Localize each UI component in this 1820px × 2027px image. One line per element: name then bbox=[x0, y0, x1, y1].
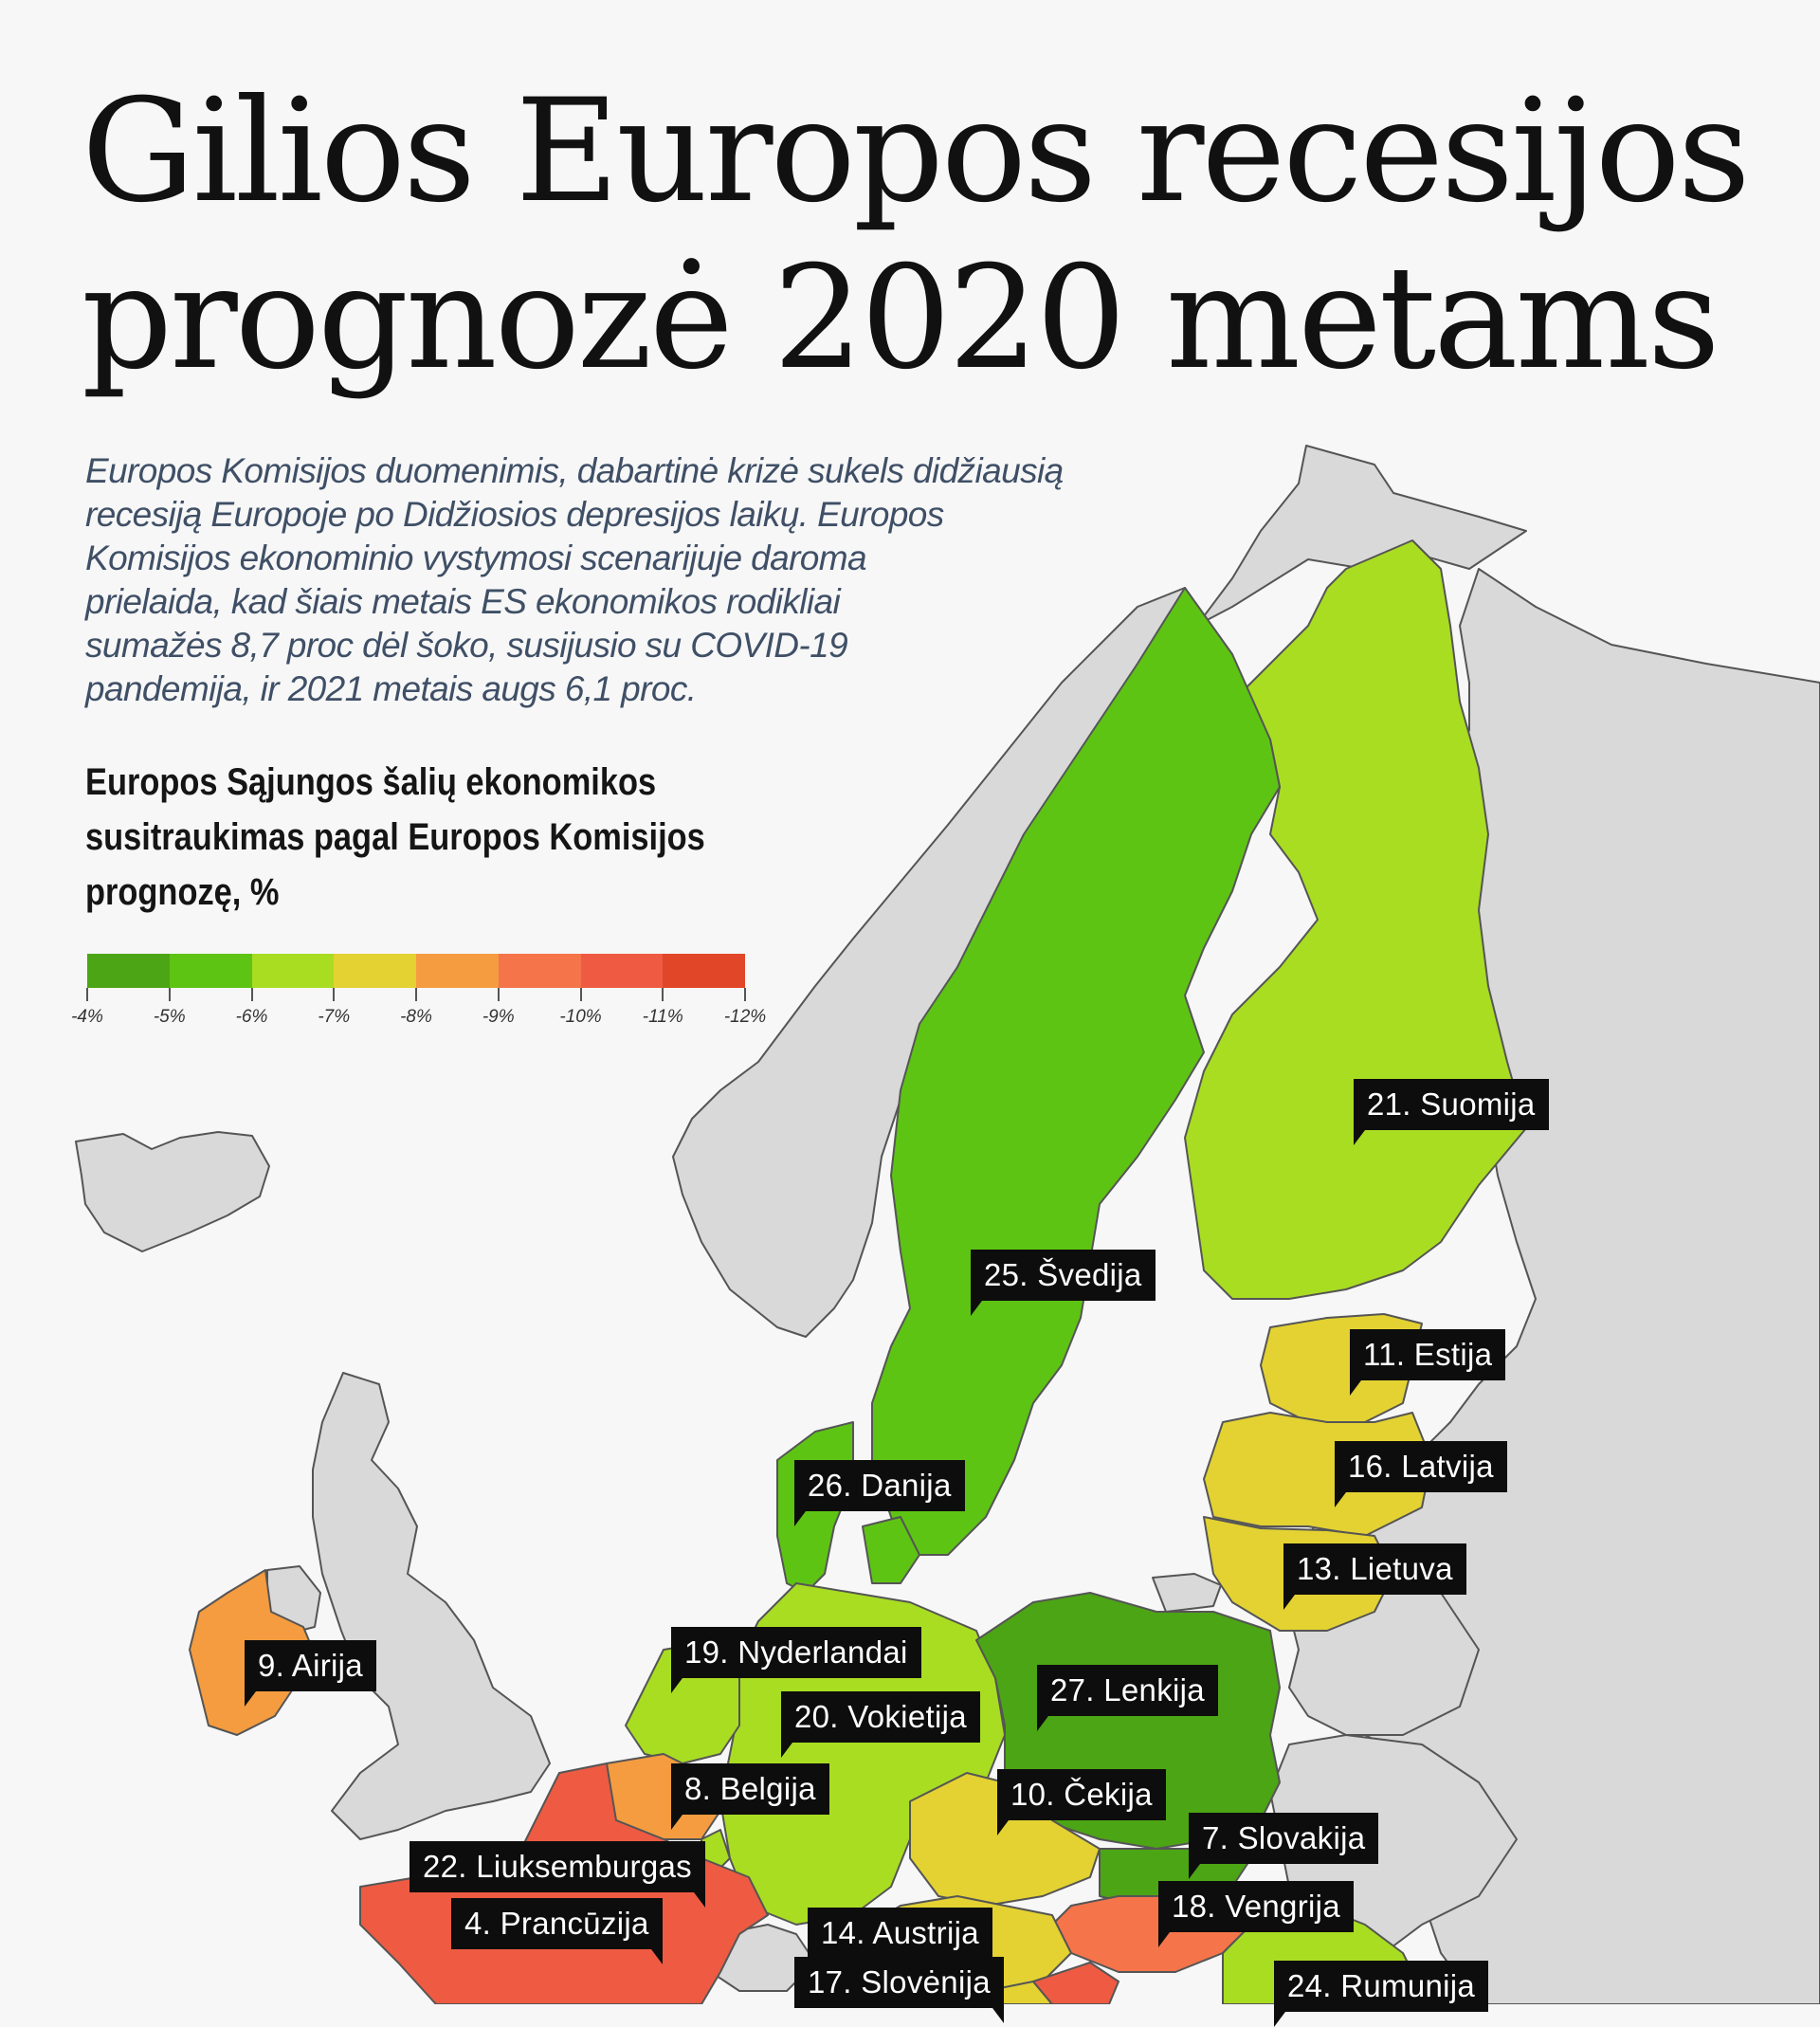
legend-ticks bbox=[71, 988, 767, 1045]
legend-tick-label: -11% bbox=[642, 1007, 683, 1027]
label-slovenija: 17. Slovėnija bbox=[794, 1957, 1004, 2008]
intro-line: Komisijos ekonominio vystymosi scenarijuje daroma bbox=[85, 539, 866, 577]
iceland-shape bbox=[76, 1132, 269, 1251]
intro-line: sumažės 8,7 proc dėl šoko, susijusio su COVID-19 bbox=[85, 626, 848, 665]
label-estija: 11. Estija bbox=[1350, 1329, 1505, 1380]
legend-swatch bbox=[87, 954, 170, 988]
intro-text bbox=[85, 449, 1128, 711]
label-latvija: 16. Latvija bbox=[1335, 1441, 1507, 1492]
legend-swatch bbox=[581, 954, 664, 988]
label-lenkija: 27. Lenkija bbox=[1037, 1665, 1218, 1716]
label-lietuva: 13. Lietuva bbox=[1283, 1543, 1466, 1595]
legend-tick-mark bbox=[86, 988, 88, 1001]
label-danija: 26. Danija bbox=[794, 1460, 965, 1511]
kaliningrad-shape bbox=[1153, 1574, 1221, 1612]
label-rumunija: 24. Rumunija bbox=[1274, 1961, 1488, 2012]
page-title bbox=[82, 68, 1748, 402]
legend-tick-label: -12% bbox=[723, 1007, 767, 1027]
label-slovakija: 7. Slovakija bbox=[1189, 1813, 1378, 1864]
color-legend bbox=[71, 954, 767, 1045]
label-suomija: 21. Suomija bbox=[1354, 1079, 1549, 1130]
title-line: Gilios Europos recesijos bbox=[82, 69, 1748, 234]
intro-line: Europos Komisijos duomenimis, dabartinė krizė sukels didžiausią bbox=[85, 451, 1064, 490]
legend-tick-mark bbox=[333, 988, 335, 1001]
label-austrija: 14. Austrija bbox=[808, 1908, 992, 1959]
legend-tick-mark bbox=[415, 988, 417, 1001]
uk-shape bbox=[313, 1373, 550, 1839]
label-belgija: 8. Belgija bbox=[671, 1763, 829, 1815]
label-cekija: 10. Čekija bbox=[997, 1769, 1166, 1820]
legend-tick-label: -9% bbox=[482, 1007, 515, 1027]
title-line: prognozė 2020 metams bbox=[82, 236, 1718, 401]
legend-tick-mark bbox=[580, 988, 582, 1001]
intro-line: prielaida, kad šiais metais ES ekonomikos rodikliai bbox=[85, 582, 841, 621]
legend-title bbox=[85, 755, 705, 920]
legend-tick-mark bbox=[662, 988, 664, 1001]
legend-tick-mark bbox=[744, 988, 746, 1001]
legend-tick-mark bbox=[251, 988, 253, 1001]
label-vengrija: 18. Vengrija bbox=[1158, 1881, 1354, 1932]
legend-swatch bbox=[334, 954, 416, 988]
legend-tick-label: -8% bbox=[400, 1007, 432, 1027]
label-liuksemburgas: 22. Liuksemburgas bbox=[410, 1841, 705, 1892]
legend-swatch bbox=[416, 954, 499, 988]
legend-swatch bbox=[252, 954, 335, 988]
legend-tick-label: -10% bbox=[559, 1007, 602, 1027]
legend-title-line: susitraukimas pagal Europos Komisijos bbox=[85, 816, 705, 858]
legend-swatch bbox=[663, 954, 745, 988]
legend-title-line: Europos Sąjungos šalių ekonomikos bbox=[85, 761, 657, 803]
label-vokietija: 20. Vokietija bbox=[781, 1691, 980, 1743]
label-nyderlandai: 19. Nyderlandai bbox=[671, 1627, 921, 1678]
legend-tick-label: -5% bbox=[153, 1007, 186, 1027]
legend-tick-label: -6% bbox=[235, 1007, 268, 1027]
label-prancuzija: 4. Prancūzija bbox=[451, 1898, 663, 1949]
intro-line: recesiją Europoje po Didžiosios depresijos laikų. Europos bbox=[85, 495, 944, 534]
label-airija: 9. Airija bbox=[245, 1640, 376, 1691]
legend-tick-label: -4% bbox=[71, 1007, 103, 1027]
intro-line: pandemija, ir 2021 metais augs 6,1 proc. bbox=[85, 669, 697, 708]
legend-tick-mark bbox=[498, 988, 500, 1001]
legend-swatch bbox=[170, 954, 252, 988]
legend-tick-mark bbox=[169, 988, 171, 1001]
legend-color-bar bbox=[87, 954, 745, 988]
legend-tick-label: -7% bbox=[318, 1007, 351, 1027]
legend-swatch bbox=[499, 954, 581, 988]
legend-title-line: prognozę, % bbox=[85, 871, 280, 913]
label-svedija: 25. Švedija bbox=[971, 1250, 1156, 1301]
